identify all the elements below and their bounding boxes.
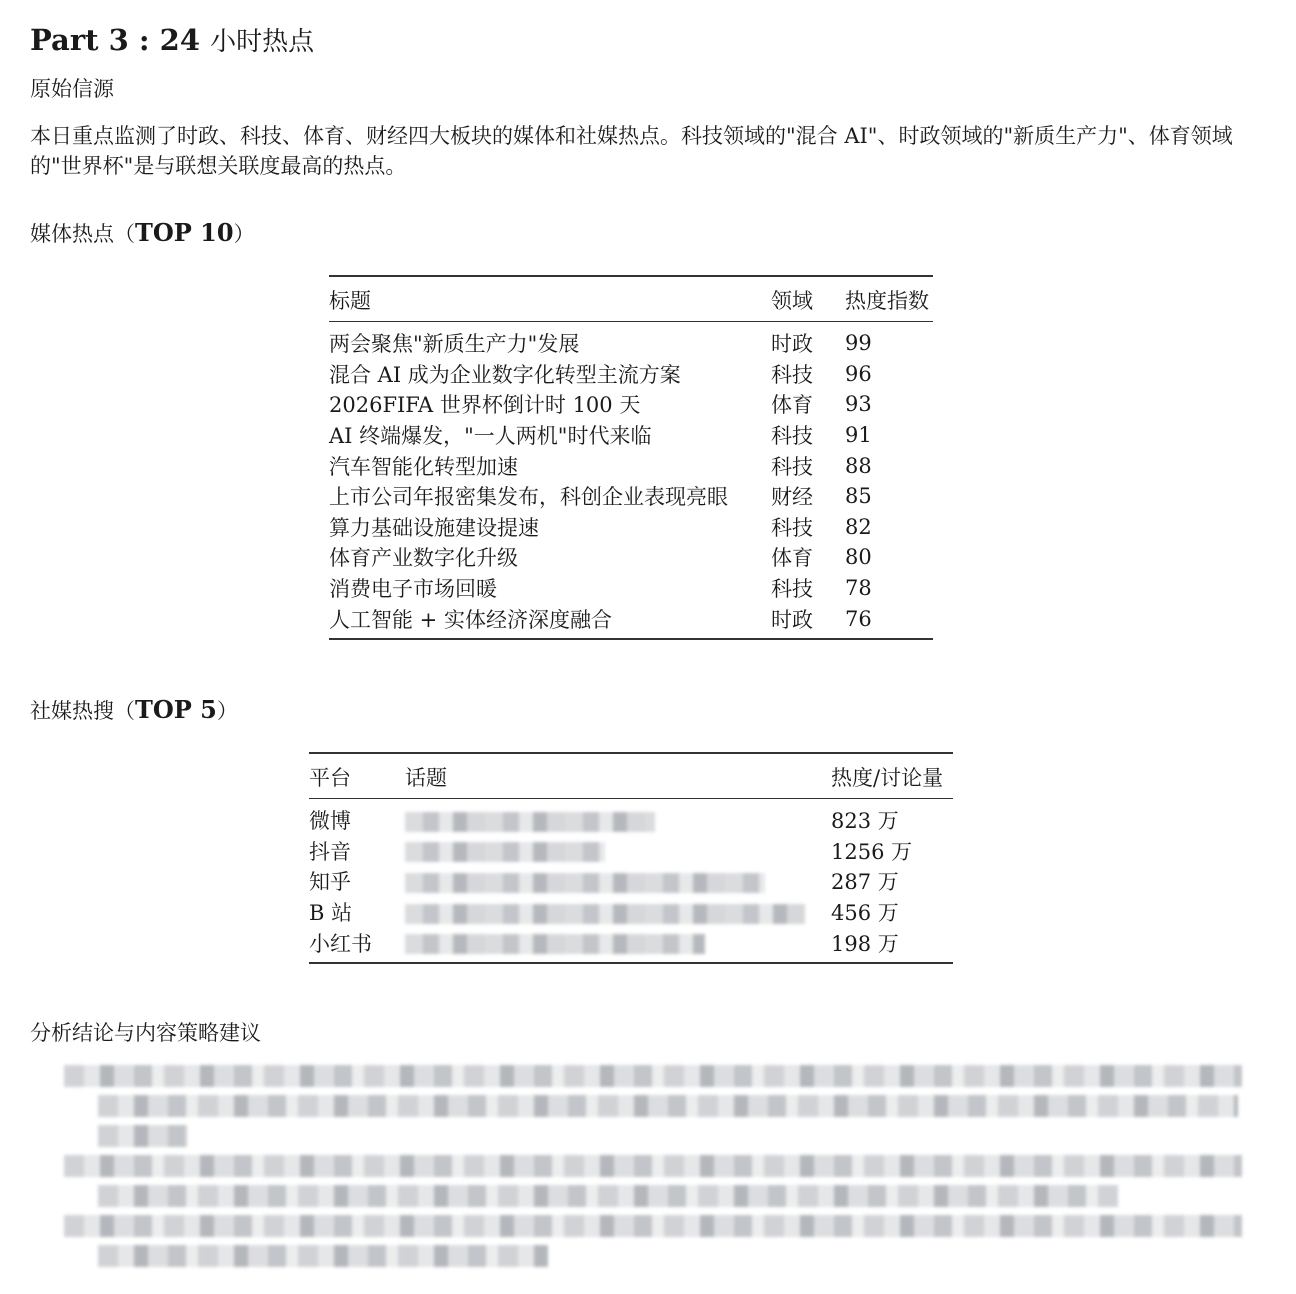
table-row (329, 603, 933, 639)
redacted-line (98, 1185, 1118, 1207)
cell-score: 82 (845, 514, 872, 539)
cell-topic-redacted (405, 927, 831, 963)
table-row (309, 927, 953, 963)
redacted-line (98, 1125, 188, 1147)
redacted-analysis-text (64, 1065, 1242, 1275)
redacted-topic (405, 812, 655, 832)
redacted-line (64, 1155, 1242, 1177)
cell-title: AI 终端爆发，"一人两机"时代来临 (329, 424, 652, 449)
cell-title: 算力基础设施建设提速 (329, 515, 539, 540)
cell-score: 88 (845, 453, 872, 478)
social-heading-close: ） (216, 699, 238, 723)
cell-platform: 微博 (309, 809, 351, 834)
part-title-text: 小时热点 (210, 27, 315, 57)
media-hotspots-table (329, 275, 933, 640)
media-heading-en: TOP 10 (135, 218, 234, 247)
redacted-line (64, 1215, 1242, 1237)
cell-heat: 287 万 (831, 870, 899, 895)
intro-paragraph: 本日重点监测了时政、科技、体育、财经四大板块的媒体和社媒热点。科技领域的"混合 AI"、时政领域的"新质生产力"、体育领域的"世界杯"是与联想关联度最高的热点。 (30, 124, 1233, 178)
cell-title: 混合 AI 成为企业数字化转型主流方案 (329, 362, 681, 387)
cell-score: 85 (845, 484, 872, 509)
redacted-topic (405, 842, 605, 862)
cell-score: 91 (845, 423, 872, 448)
media-heading-close: ） (233, 222, 255, 246)
table-header-row (309, 753, 953, 799)
cell-domain: 科技 (771, 515, 813, 540)
table-row (309, 866, 953, 897)
cell-domain: 时政 (771, 332, 813, 357)
cell-topic-redacted (405, 836, 831, 867)
redacted-topic (405, 934, 705, 954)
cell-domain: 体育 (771, 546, 813, 571)
table-header-row (329, 276, 933, 322)
cell-score: 99 (845, 331, 872, 356)
redacted-line (64, 1065, 1242, 1087)
cell-domain: 时政 (771, 603, 845, 639)
cell-platform: 知乎 (309, 870, 351, 895)
redacted-topic (405, 904, 805, 924)
media-heading-cn: 媒体热点（ (30, 222, 135, 246)
cell-topic-redacted (405, 866, 831, 897)
table-row (329, 322, 933, 359)
column-header-domain: 领域 (771, 276, 845, 322)
redacted-topic (405, 873, 765, 893)
cell-title: 体育产业数字化升级 (329, 546, 518, 571)
cell-heat: 198 万 (831, 927, 953, 963)
cell-topic-redacted (405, 897, 831, 928)
cell-title: 2026FIFA 世界杯倒计时 100 天 (329, 393, 641, 418)
cell-score: 76 (845, 603, 933, 639)
table-row (309, 897, 953, 928)
cell-heat: 1256 万 (831, 839, 913, 864)
cell-title: 消费电子市场回暖 (329, 577, 497, 602)
table-row (329, 542, 933, 573)
analysis-heading: 分析结论与内容策略建议 (30, 1021, 261, 1045)
cell-domain: 体育 (771, 393, 813, 418)
column-header-title: 标题 (329, 276, 771, 322)
part-title (30, 20, 314, 62)
cell-title: 两会聚焦"新质生产力"发展 (329, 332, 580, 357)
media-hotspots-heading (30, 218, 255, 249)
source-label: 原始信源 (30, 77, 114, 101)
cell-domain: 科技 (771, 362, 813, 387)
cell-topic-redacted (405, 799, 831, 836)
cell-title: 人工智能 + 实体经济深度融合 (329, 603, 771, 639)
table-row (309, 836, 953, 867)
redacted-line (98, 1095, 1238, 1117)
cell-score: 96 (845, 361, 872, 386)
column-header-platform: 平台 (309, 753, 405, 799)
table-row (329, 573, 933, 604)
social-heading-cn: 社媒热搜（ (30, 699, 135, 723)
table-row (329, 389, 933, 420)
social-heading-en: TOP 5 (135, 695, 217, 724)
cell-domain: 科技 (771, 577, 813, 602)
cell-score: 78 (845, 576, 872, 601)
column-header-heat: 热度/讨论量 (831, 753, 953, 799)
cell-platform: 小红书 (309, 927, 405, 963)
table-row (329, 420, 933, 451)
cell-score: 93 (845, 392, 872, 417)
column-header-topic: 话题 (405, 753, 831, 799)
part-title-number: Part 3 : 24 (30, 23, 201, 57)
cell-platform: 抖音 (309, 839, 351, 864)
column-header-score: 热度指数 (845, 276, 933, 322)
social-trending-table (309, 752, 953, 964)
cell-domain: 财经 (771, 485, 813, 510)
table-row (309, 799, 953, 836)
cell-title: 汽车智能化转型加速 (329, 454, 518, 479)
social-trending-heading (30, 695, 238, 726)
table-row (329, 512, 933, 543)
table-row (329, 359, 933, 390)
cell-heat: 823 万 (831, 809, 899, 834)
cell-platform: B 站 (309, 901, 353, 926)
redacted-line (98, 1245, 548, 1267)
cell-score: 80 (845, 545, 872, 570)
cell-domain: 科技 (771, 424, 813, 449)
cell-domain: 科技 (771, 454, 813, 479)
cell-heat: 456 万 (831, 901, 899, 926)
table-row (329, 481, 933, 512)
table-row (329, 450, 933, 481)
cell-title: 上市公司年报密集发布，科创企业表现亮眼 (329, 485, 728, 510)
